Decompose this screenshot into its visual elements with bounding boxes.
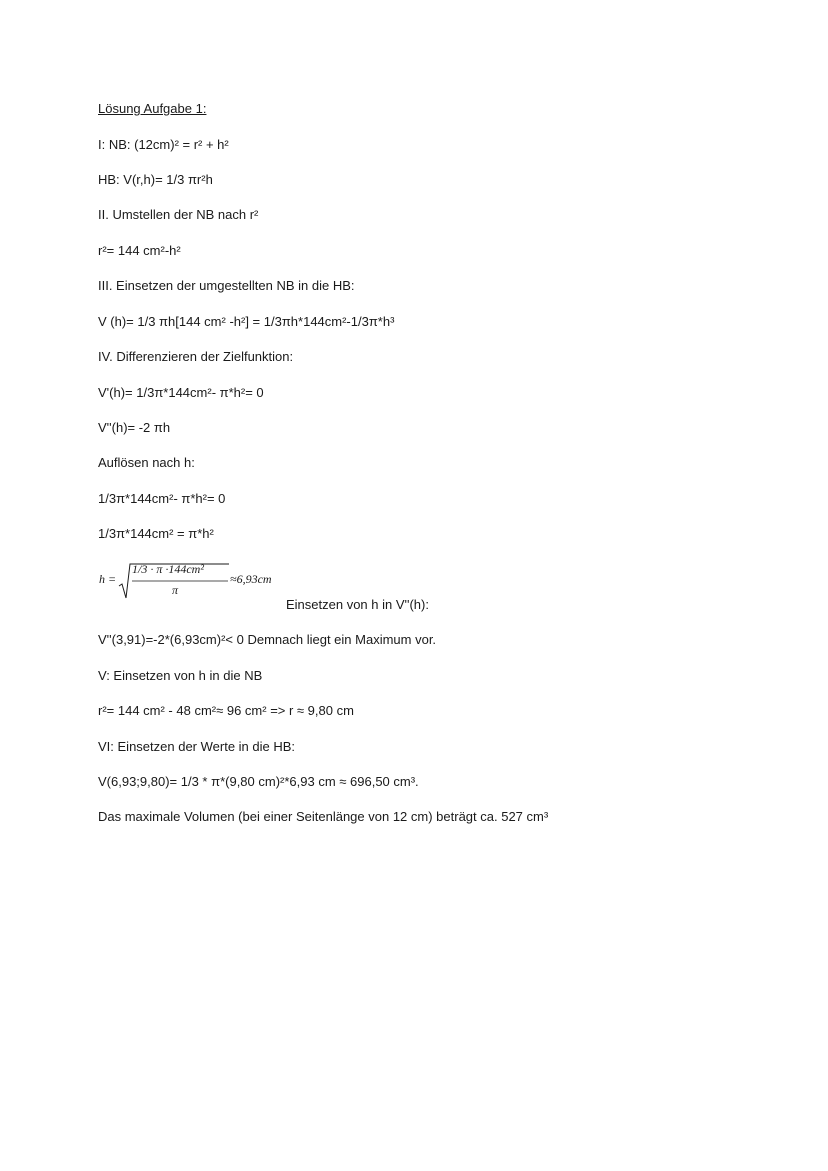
text-line: VI: Einsetzen der Werte in die HB: bbox=[98, 739, 296, 754]
text-line: HB: V(r,h)= 1/3 πr²h bbox=[98, 172, 213, 187]
text-line: I: NB: (12cm)² = r² + h² bbox=[98, 137, 229, 152]
text-line: 1/3π*144cm² = π*h² bbox=[98, 526, 214, 541]
text-line: V''(3,91)=-2*(6,93cm)²< 0 Demnach liegt ein Maximum vor. bbox=[98, 632, 437, 647]
text-line: Das maximale Volumen (bei einer Seitenlänge von 12 cm) beträgt ca. 527 cm³ bbox=[98, 809, 549, 824]
formula-numerator: 1/3 · π ·144cm² bbox=[132, 562, 204, 576]
text-line: V (h)= 1/3 πh[144 cm² -h²] = 1/3πh*144cm²-1/3π*h³ bbox=[98, 314, 395, 329]
formula-lhs: h = bbox=[99, 572, 117, 586]
text-line: V''(h)= -2 πh bbox=[98, 420, 171, 435]
text-line: IV. Differenzieren der Zielfunktion: bbox=[98, 349, 294, 364]
text-line: Einsetzen von h in V''(h): bbox=[286, 597, 429, 612]
text-line: V'(h)= 1/3π*144cm²- π*h²= 0 bbox=[98, 385, 264, 400]
square-root-formula bbox=[99, 560, 289, 602]
text-line: r²= 144 cm² - 48 cm²≈ 96 cm² => r ≈ 9,80 cm bbox=[98, 703, 354, 718]
formula-denominator: π bbox=[172, 583, 179, 597]
text-line: 1/3π*144cm²- π*h²= 0 bbox=[98, 491, 226, 506]
text-line: V: Einsetzen von h in die NB bbox=[98, 668, 263, 683]
text-line: r²= 144 cm²-h² bbox=[98, 243, 181, 258]
document-title: Lösung Aufgabe 1: bbox=[98, 101, 207, 116]
text-line: III. Einsetzen der umgestellten NB in die HB: bbox=[98, 278, 355, 293]
text-line: Auflösen nach h: bbox=[98, 455, 195, 470]
formula-result: ≈6,93cm bbox=[230, 572, 272, 586]
text-line: II. Umstellen der NB nach r² bbox=[98, 207, 259, 222]
text-line: V(6,93;9,80)= 1/3 * π*(9,80 cm)²*6,93 cm ≈ 696,50 cm³. bbox=[98, 774, 419, 789]
